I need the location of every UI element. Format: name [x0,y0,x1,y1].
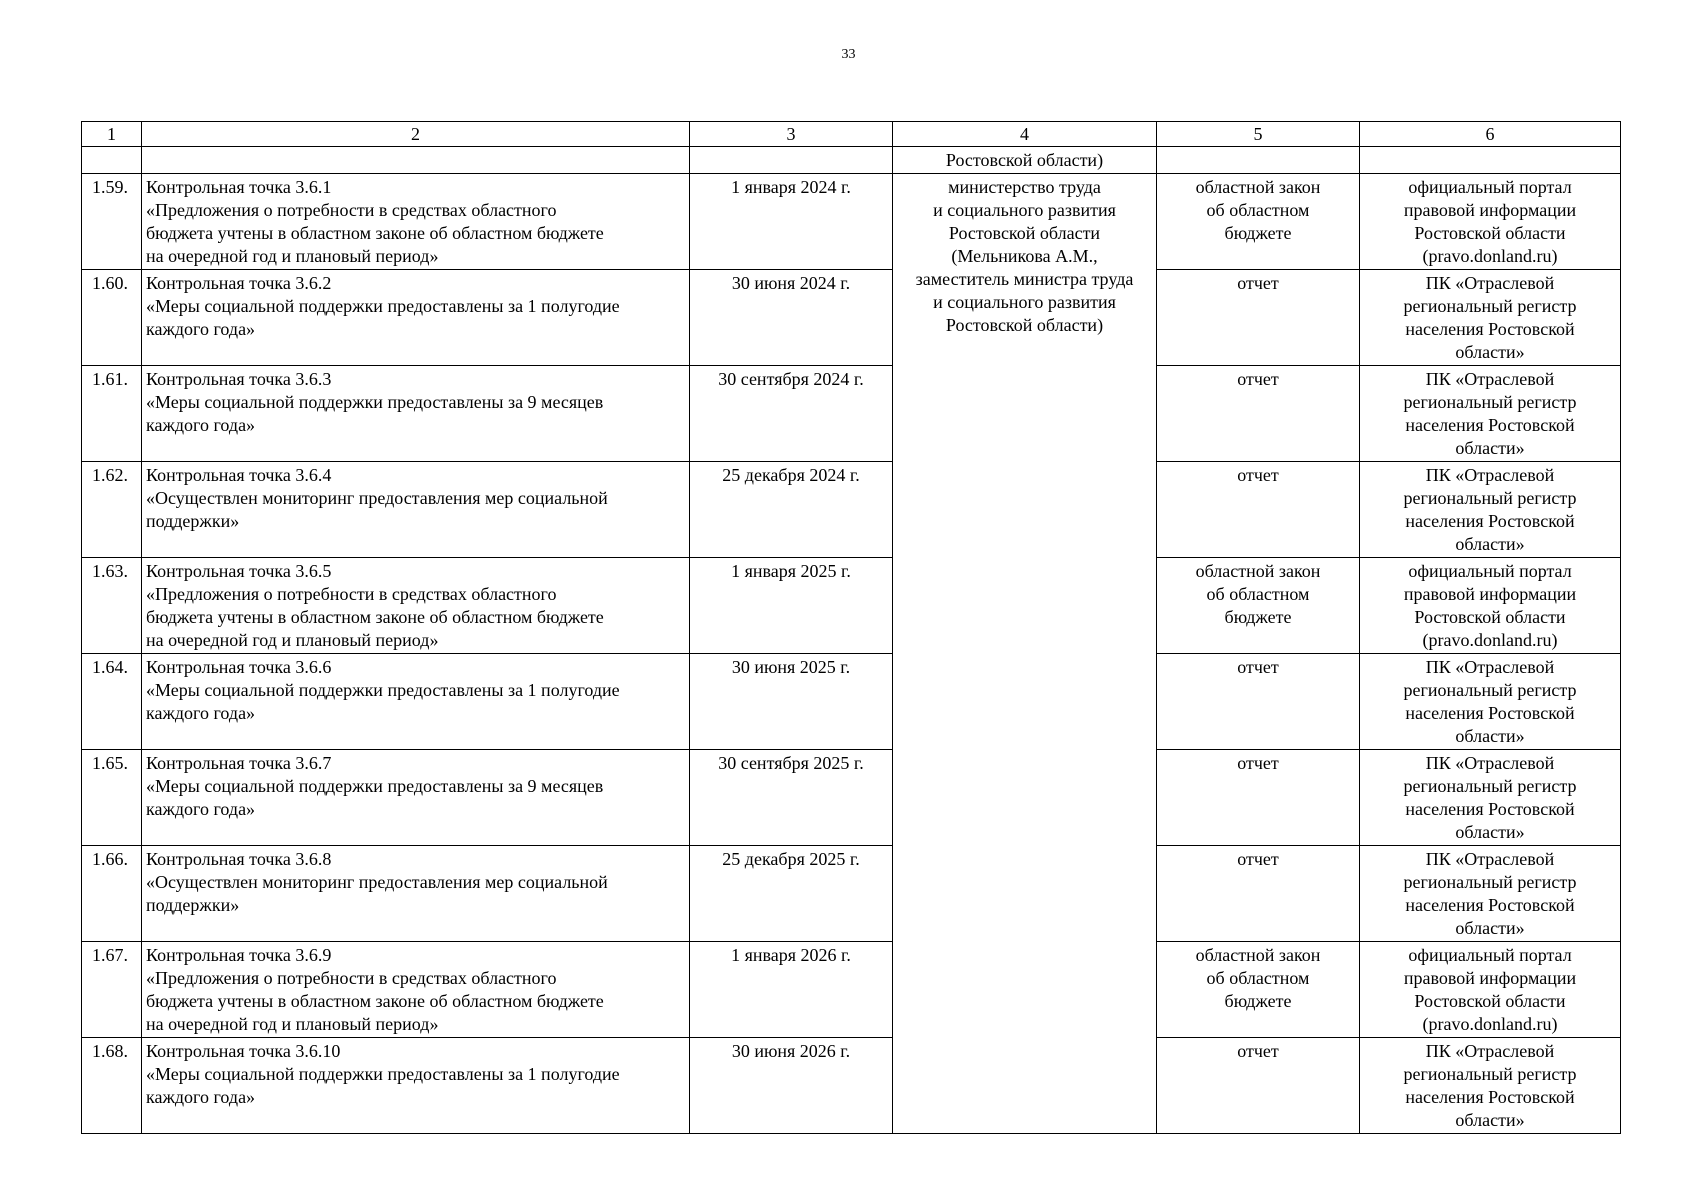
cell-line: бюджета учтены в областном законе об областном бюджете [146,223,604,243]
cell-line: официальный портал [1408,945,1572,965]
control-point-description-cell [142,462,690,558]
cell-line: отчет [1237,1041,1279,1061]
cell-line: областной закон [1195,561,1321,581]
cell-line: Контрольная точка 3.6.7 [146,753,332,773]
cell-line: региональный регистр [1403,776,1577,796]
information-source-cell [1360,366,1621,462]
cell-line: «Меры социальной поддержки предоставлены за 9 месяцев [146,392,604,412]
information-source-cell [1360,270,1621,366]
cell-line: Контрольная точка 3.6.1 [146,177,332,197]
cell-line: отчет [1237,465,1279,485]
cell-line: области» [1455,342,1525,362]
cell-line: об областном [1206,200,1310,220]
continuation-cell-1 [82,147,142,174]
control-point-description-cell [142,558,690,654]
continuation-cell-2 [142,147,690,174]
cell-line: каждого года» [146,319,256,339]
cell-line: на очередной год и плановый период» [146,1014,439,1034]
table-row [82,174,1621,270]
cell-line: Контрольная точка 3.6.4 [146,465,332,485]
cell-line: об областном [1206,584,1310,604]
header-cell-5: 5 [1157,122,1360,147]
cell-line: ПК «Отраслевой [1425,465,1555,485]
control-point-description-cell [142,1038,690,1134]
cell-line: (pravo.donland.ru) [1422,246,1558,266]
cell-line: «Меры социальной поддержки предоставлены за 1 полугодие [146,296,620,316]
cell-line: ПК «Отраслевой [1425,1041,1555,1061]
cell-line: отчет [1237,753,1279,773]
responsible-executor-cell [893,174,1157,1134]
cell-line: Контрольная точка 3.6.9 [146,945,332,965]
header-cell-4: 4 [893,122,1157,147]
table-row [82,366,1621,462]
cell-line: населения Ростовской [1405,703,1575,723]
cell-line: Контрольная точка 3.6.2 [146,273,332,293]
document-type-cell [1157,462,1360,558]
cell-line: об областном [1206,968,1310,988]
row-number-cell: 1.65. [82,750,142,846]
cell-line: каждого года» [146,415,256,435]
cell-line: каждого года» [146,703,256,723]
cell-line: населения Ростовской [1405,895,1575,915]
cell-line: официальный портал [1408,177,1572,197]
control-point-description-cell [142,366,690,462]
cell-line: правовой информации [1403,968,1577,988]
information-source-cell [1360,462,1621,558]
control-points-table [81,121,1621,1134]
cell-line: региональный регистр [1403,296,1577,316]
cell-line: Ростовской области [948,223,1101,243]
cell-line: заместитель министра труда [915,269,1134,289]
cell-line: Ростовской области) [945,315,1104,335]
information-source-cell [1360,174,1621,270]
cell-line: ПК «Отраслевой [1425,273,1555,293]
cell-line: правовой информации [1403,200,1577,220]
cell-line: каждого года» [146,1087,256,1107]
deadline-date-cell: 30 июня 2025 г. [690,654,893,750]
header-cell-2: 2 [142,122,690,147]
deadline-date-cell: 1 января 2025 г. [690,558,893,654]
row-number-cell: 1.64. [82,654,142,750]
row-number-cell: 1.61. [82,366,142,462]
cell-line: области» [1455,438,1525,458]
cell-line: бюджете [1224,223,1292,243]
table-row [82,654,1621,750]
control-point-description-cell [142,174,690,270]
row-number-cell: 1.66. [82,846,142,942]
table-row [82,942,1621,1038]
cell-line: Контрольная точка 3.6.5 [146,561,332,581]
cell-line: на очередной год и плановый период» [146,246,439,266]
cell-line: министерство труда [948,177,1101,197]
header-cell-3: 3 [690,122,893,147]
cell-line: отчет [1237,273,1279,293]
cell-line: правовой информации [1403,584,1577,604]
cell-line: отчет [1237,369,1279,389]
header-cell-6: 6 [1360,122,1621,147]
table-row [82,1038,1621,1134]
cell-line: «Осуществлен мониторинг предоставления мер социальной [146,488,608,508]
cell-line: поддержки» [146,895,240,915]
cell-line: Контрольная точка 3.6.3 [146,369,332,389]
table-row [82,750,1621,846]
cell-line: «Предложения о потребности в средствах областного [146,968,557,988]
cell-line: областной закон [1195,945,1321,965]
cell-line: Контрольная точка 3.6.8 [146,849,332,869]
cell-line: «Меры социальной поддержки предоставлены за 1 полугодие [146,1064,620,1084]
deadline-date-cell: 30 сентября 2024 г. [690,366,893,462]
document-type-cell [1157,366,1360,462]
cell-line: населения Ростовской [1405,799,1575,819]
cell-line: Ростовской области [1414,991,1566,1011]
control-point-description-cell [142,750,690,846]
cell-line: населения Ростовской [1405,415,1575,435]
cell-line: (Мельникова А.М., [951,246,1098,266]
cell-line: (pravo.donland.ru) [1422,1014,1558,1034]
information-source-cell [1360,558,1621,654]
information-source-cell [1360,654,1621,750]
cell-line: региональный регистр [1403,488,1577,508]
continuation-cell-3 [690,147,893,174]
information-source-cell [1360,750,1621,846]
cell-line: региональный регистр [1403,872,1577,892]
table-row [82,558,1621,654]
deadline-date-cell: 25 декабря 2024 г. [690,462,893,558]
cell-line: поддержки» [146,511,240,531]
row-number-cell: 1.68. [82,1038,142,1134]
cell-line: ПК «Отраслевой [1425,753,1555,773]
cell-line: «Предложения о потребности в средствах областного [146,200,557,220]
row-number-cell: 1.60. [82,270,142,366]
information-source-cell [1360,1038,1621,1134]
cell-line: населения Ростовской [1405,1087,1575,1107]
cell-line: населения Ростовской [1405,319,1575,339]
cell-line: населения Ростовской [1405,511,1575,531]
cell-line: области» [1455,918,1525,938]
cell-line: Ростовской области [1414,223,1566,243]
cell-line: области» [1455,822,1525,842]
cell-line: региональный регистр [1403,392,1577,412]
cell-line: и социального развития [933,200,1116,220]
information-source-cell [1360,846,1621,942]
deadline-date-cell: 1 января 2026 г. [690,942,893,1038]
continuation-cell-5 [1157,147,1360,174]
continuation-responsible-cell: Ростовской области) [893,147,1157,174]
document-type-cell [1157,654,1360,750]
document-type-cell [1157,846,1360,942]
document-type-cell [1157,270,1360,366]
cell-line: (pravo.donland.ru) [1422,630,1558,650]
table-row [82,846,1621,942]
deadline-date-cell: 1 января 2024 г. [690,174,893,270]
cell-line: Контрольная точка 3.6.10 [146,1041,341,1061]
deadline-date-cell: 30 июня 2026 г. [690,1038,893,1134]
cell-line: региональный регистр [1403,680,1577,700]
cell-line: отчет [1237,849,1279,869]
document-type-cell [1157,174,1360,270]
control-point-description-cell [142,654,690,750]
cell-line: области» [1455,534,1525,554]
deadline-date-cell: 25 декабря 2025 г. [690,846,893,942]
cell-line: и социального развития [933,292,1116,312]
cell-line: «Меры социальной поддержки предоставлены за 9 месяцев [146,776,604,796]
cell-line: официальный портал [1408,561,1572,581]
continuation-cell-6 [1360,147,1621,174]
table-row [82,270,1621,366]
cell-line: отчет [1237,657,1279,677]
row-number-cell: 1.62. [82,462,142,558]
cell-line: ПК «Отраслевой [1425,369,1555,389]
continuation-row [82,147,1621,174]
document-type-cell [1157,942,1360,1038]
document-type-cell [1157,1038,1360,1134]
control-point-description-cell [142,846,690,942]
control-point-description-cell [142,270,690,366]
cell-line: бюджете [1224,991,1292,1011]
cell-line: бюджете [1224,607,1292,627]
cell-line: ПК «Отраслевой [1425,849,1555,869]
cell-line: бюджета учтены в областном законе об областном бюджете [146,607,604,627]
cell-line: областной закон [1195,177,1321,197]
deadline-date-cell: 30 сентября 2025 г. [690,750,893,846]
cell-line: «Меры социальной поддержки предоставлены за 1 полугодие [146,680,620,700]
cell-line: Контрольная точка 3.6.6 [146,657,332,677]
row-number-cell: 1.67. [82,942,142,1038]
row-number-cell: 1.63. [82,558,142,654]
cell-line: на очередной год и плановый период» [146,630,439,650]
header-row [82,122,1621,147]
cell-line: региональный регистр [1403,1064,1577,1084]
cell-line: ПК «Отраслевой [1425,657,1555,677]
cell-line: области» [1455,1110,1525,1130]
table-row [82,462,1621,558]
control-point-description-cell [142,942,690,1038]
row-number-cell: 1.59. [82,174,142,270]
cell-line: «Предложения о потребности в средствах областного [146,584,557,604]
document-type-cell [1157,558,1360,654]
header-cell-1: 1 [82,122,142,147]
cell-line: области» [1455,726,1525,746]
cell-line: бюджета учтены в областном законе об областном бюджете [146,991,604,1011]
deadline-date-cell: 30 июня 2024 г. [690,270,893,366]
information-source-cell [1360,942,1621,1038]
cell-line: каждого года» [146,799,256,819]
cell-line: «Осуществлен мониторинг предоставления мер социальной [146,872,608,892]
page-number: 33 [841,47,856,62]
document-type-cell [1157,750,1360,846]
cell-line: Ростовской области [1414,607,1566,627]
